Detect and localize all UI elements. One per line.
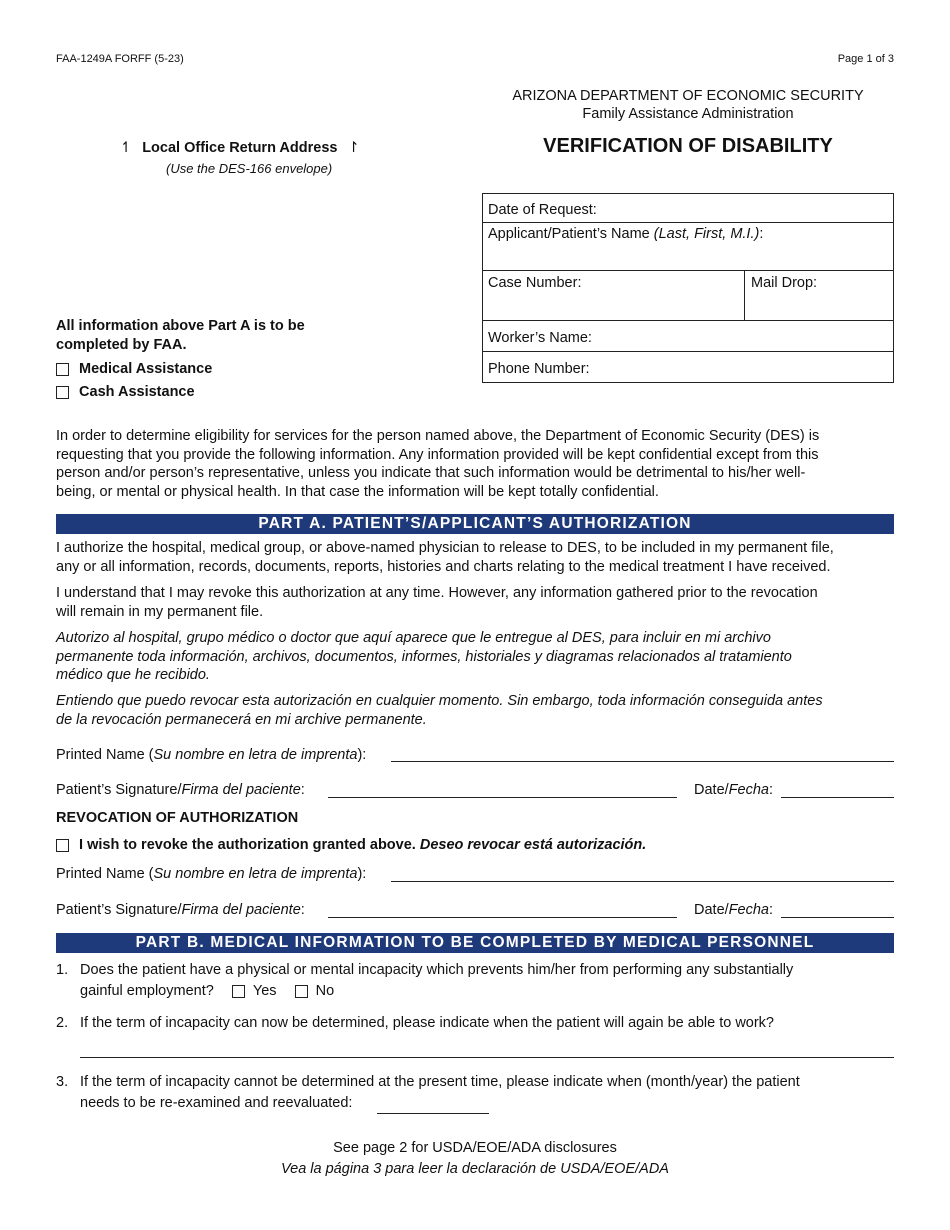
revoke-checkbox[interactable] — [56, 839, 69, 852]
reexamination-date-input[interactable] — [377, 1113, 489, 1114]
mail-drop-field[interactable]: Mail Drop: — [751, 275, 818, 291]
applicant-name-field[interactable]: Applicant/Patient’s Name (Last, First, M.I.): — [488, 226, 764, 242]
left-arrow-icon: ↿ — [120, 140, 133, 156]
intro-paragraph: In order to determine eligibility for services for the person named above, the Department of Economic Security (DES) is requesting that you provide the following information. Any information provided will be kept confidential except from this person and/or person’s representative, unless you indicate that such information would be detrimental to his/her well- being, or mental or physical health. In that case the information will be kept totally confidential. — [56, 428, 820, 500]
question-3-line2: needs to be re-examined and reevaluated: — [80, 1095, 353, 1111]
case-number-field[interactable]: Case Number: — [488, 275, 582, 291]
division-name: Family Assistance Administration — [582, 106, 794, 122]
revocation-signature-label: Patient’s Signature/Firma del paciente: — [56, 902, 305, 918]
page-number: Page 1 of 3 — [837, 53, 894, 65]
return-address-text: Local Office Return Address — [142, 140, 338, 156]
medical-assistance-checkbox[interactable] — [56, 363, 69, 376]
revocation-printed-name-input[interactable] — [391, 881, 894, 882]
revoke-option[interactable]: I wish to revoke the authorization granted above. Deseo revocar está autorización. — [56, 837, 646, 853]
medical-assistance-option[interactable]: Medical Assistance — [56, 361, 212, 377]
revoke-paragraph: I understand that I may revoke this authorization at any time. However, any information gathered prior to the revocation will remain in my permanent file. — [56, 585, 818, 620]
signature-label: Patient’s Signature/Firma del paciente: — [56, 782, 305, 798]
question-2-number: 2. — [56, 1015, 69, 1031]
return-to-work-input[interactable] — [80, 1057, 894, 1058]
revoke-paragraph-es: Entiendo que puedo revocar esta autorización en cualquier momento. Sin embargo, toda información conseguida antes de la revocación permanecerá en mi archive permanente. — [56, 693, 823, 728]
form-id: FAA-1249A FORFF (5-23) — [56, 53, 184, 65]
envelope-note: (Use the DES-166 envelope) — [166, 161, 333, 176]
question-1-line2: gainful employment? Yes No — [80, 983, 335, 999]
revocation-date-label: Date/Fecha: — [694, 902, 774, 918]
cash-assistance-checkbox[interactable] — [56, 386, 69, 399]
question-1-text: Does the patient have a physical or mental incapacity which prevents him/her from performing any substantially — [80, 962, 794, 978]
agency-name: ARIZONA DEPARTMENT OF ECONOMIC SECURITY — [512, 88, 864, 104]
authorization-paragraph: I authorize the hospital, medical group, or above-named physician to release to DES, to be included in my permanent file, any or all information, records, documents, reports, histories and charts relating to the medical treatment I have received. — [56, 540, 834, 575]
question-3-number: 3. — [56, 1074, 69, 1090]
date-label: Date/Fecha: — [694, 782, 774, 798]
footer-disclosure-es: Vea la página 3 para leer la declaración de USDA/EOE/ADA — [281, 1161, 669, 1177]
date-of-request-field[interactable]: Date of Request: — [488, 202, 597, 218]
question-1-number: 1. — [56, 962, 69, 978]
authorization-paragraph-es: Autorizo al hospital, grupo médico o doctor que aquí aparece que le entregue al DES, para incluir en mi archivo permanente toda información, archivos, documentos, informes, historiales y diagramas relacionados al tratamiento médico que he recibido. — [56, 630, 792, 683]
footer-disclosure-en: See page 2 for USDA/EOE/ADA disclosures — [333, 1140, 617, 1156]
revocation-heading: REVOCATION OF AUTHORIZATION — [56, 810, 299, 826]
faa-note: All information above Part A is to be completed by FAA. — [56, 318, 305, 353]
signature-input[interactable] — [328, 797, 677, 798]
cash-assistance-option[interactable]: Cash Assistance — [56, 384, 195, 400]
yes-checkbox[interactable] — [232, 985, 245, 998]
right-arrow-icon: ↾ — [347, 140, 360, 156]
part-b-heading: PART B. MEDICAL INFORMATION TO BE COMPLETED BY MEDICAL PERSONNEL — [56, 933, 894, 953]
date-input[interactable] — [781, 797, 894, 798]
phone-number-field[interactable]: Phone Number: — [488, 361, 590, 377]
printed-name-label: Printed Name (Su nombre en letra de imprenta): — [56, 747, 367, 763]
printed-name-input[interactable] — [391, 761, 894, 762]
page-title: VERIFICATION OF DISABILITY — [543, 135, 833, 157]
no-checkbox[interactable] — [295, 985, 308, 998]
revocation-signature-input[interactable] — [328, 917, 677, 918]
return-address-label — [120, 140, 360, 156]
revocation-date-input[interactable] — [781, 917, 894, 918]
worker-name-field[interactable]: Worker’s Name: — [488, 330, 592, 346]
part-a-heading: PART A. PATIENT’S/APPLICANT’S AUTHORIZATION — [56, 514, 894, 534]
question-2-text: If the term of incapacity can now be determined, please indicate when the patient will again be able to work? — [80, 1015, 774, 1031]
question-3-text: If the term of incapacity cannot be determined at the present time, please indicate when (month/year) the patient — [80, 1074, 800, 1090]
revocation-printed-name-label: Printed Name (Su nombre en letra de imprenta): — [56, 866, 367, 882]
